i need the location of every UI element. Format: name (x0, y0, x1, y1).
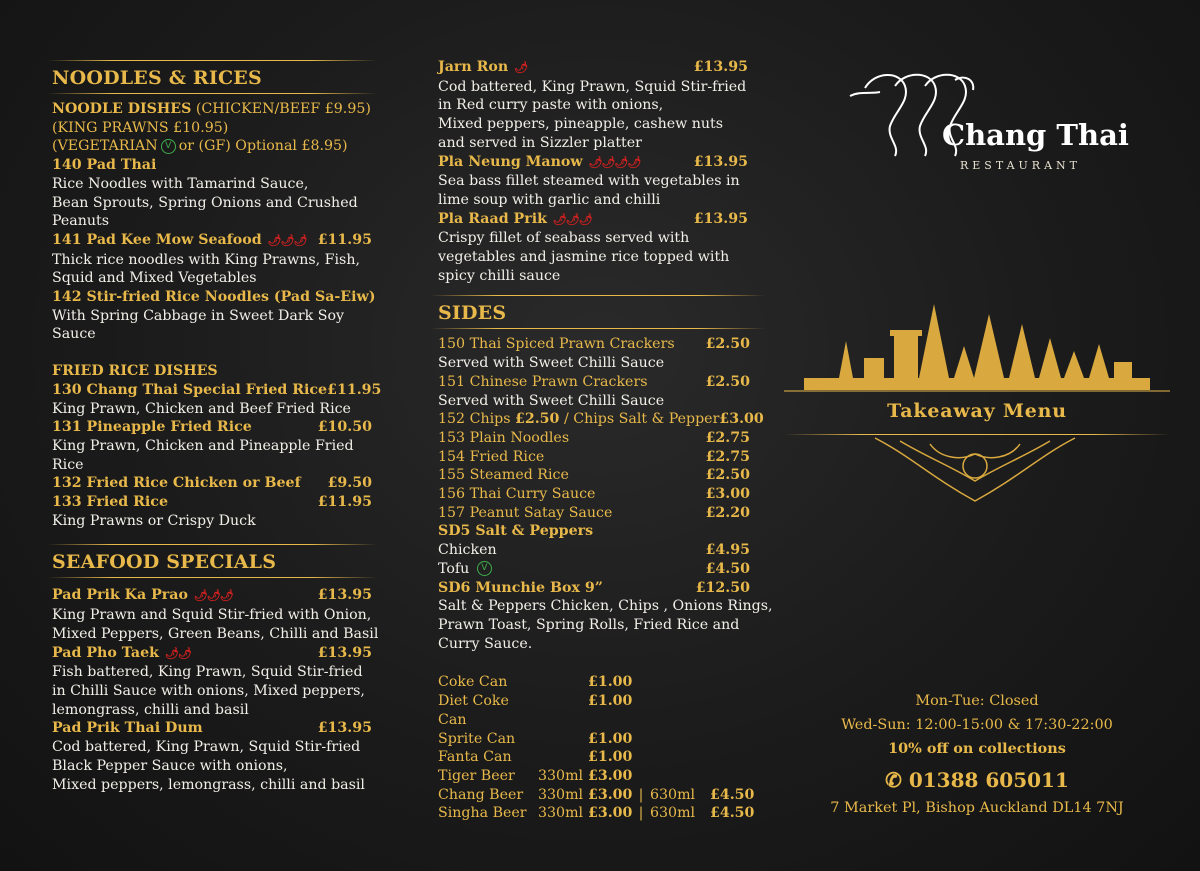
item-desc: Squid and Mixed Vegetables (52, 270, 257, 287)
item-desc: Thick rice noodles with King Prawns, Fish, (52, 251, 360, 268)
item-desc: With Spring Cabbage in Sweet Dark Soy (52, 307, 345, 324)
item-price: £11.95 (327, 381, 382, 398)
chili-pepper-icon: 🌶🌶🌶🌶 (588, 155, 641, 169)
drink-row (438, 692, 768, 729)
menu-item-141 (52, 231, 372, 251)
item-desc: Served with Sweet Chilli Sauce (438, 392, 665, 409)
item-price: £3.00 (719, 411, 764, 428)
menu-item-130 (52, 381, 382, 400)
item-name: 150 Thai Spiced Prawn Crackers (438, 336, 675, 353)
item-price: £2.50 (705, 336, 750, 353)
item-name: Chicken (438, 542, 497, 559)
drink-name: Tiger Beer (438, 767, 515, 784)
item-name: Pad Prik Thai Dum (52, 720, 203, 737)
drink-name: Singha Beer (438, 805, 527, 822)
drink-row (438, 804, 768, 823)
opening-hours-open: Wed-Sun: 12:00-15:00 & 17:30-22:00 (841, 716, 1113, 733)
item-desc: lime soup with garlic and chilli (438, 191, 661, 208)
drink-price1: £1.00 (588, 693, 633, 710)
drink-size1 (538, 673, 588, 692)
column-seafood-sides (438, 58, 773, 823)
chili-pepper-icon: 🌶🌶 (164, 646, 191, 660)
menu-item-pla-neung-manow (438, 153, 748, 173)
item-name: SD5 Salt & Peppers (438, 523, 594, 540)
drink-size2: 630ml (650, 786, 696, 803)
side-item-150 (438, 335, 750, 354)
item-desc: King Prawn, Chicken and Beef Fried Rice (52, 400, 351, 417)
item-price: £4.95 (705, 542, 750, 559)
drink-price1: £3.00 (588, 786, 633, 803)
item-name: / Chips Salt & Pepper (563, 411, 720, 428)
drink-size1: 330ml (538, 805, 584, 822)
menu-item-132 (52, 474, 372, 493)
item-desc: King Prawn, Chicken and Pineapple Fried (52, 437, 354, 454)
opening-hours-closed: Mon-Tue: Closed (915, 693, 1039, 709)
drink-size2 (650, 748, 710, 767)
drink-size2 (650, 673, 710, 692)
item-price: £4.50 (705, 560, 750, 577)
item-price: £11.95 (317, 231, 372, 248)
item-price: £13.95 (693, 210, 748, 227)
drink-price2: £4.50 (710, 786, 755, 803)
item-desc: vegetables and jasmine rice topped with (438, 249, 730, 266)
drinks-list (438, 673, 768, 823)
brand-subtitle: RESTAURANT (960, 159, 1081, 172)
item-desc: spicy chilli sauce (438, 267, 561, 284)
drink-size2 (650, 730, 710, 749)
column-noodles-seafood (52, 60, 382, 794)
drink-row (438, 748, 768, 767)
contact-info (784, 690, 1170, 821)
drink-size1 (538, 692, 588, 729)
item-name: 130 Chang Thai Special Fried Rice (52, 381, 328, 398)
item-name: 140 Pad Thai (52, 157, 157, 174)
item-name: 153 Plain Noodles (438, 429, 570, 446)
drink-sep (632, 730, 650, 749)
item-name: Pad Prik Ka Prao (52, 587, 188, 604)
item-desc: in Chilli Sauce with onions, Mixed peppers, (52, 682, 365, 699)
item-desc: in Red curry paste with onions, (438, 97, 664, 114)
drink-size1 (538, 730, 588, 749)
item-name: SD6 Munchie Box 9” (438, 579, 603, 596)
phone-icon: ✆ (885, 767, 902, 792)
drink-name: Chang Beer (438, 786, 524, 803)
item-price: £11.95 (317, 494, 372, 511)
item-desc: Cod battered, King Prawn, Squid Stir-fried (438, 78, 747, 95)
item-name: 131 Pineapple Fried Rice (52, 419, 252, 436)
drink-price1: £3.00 (588, 805, 633, 822)
drink-name: Coke Can (438, 674, 508, 691)
fried-rice-title: FRIED RICE DISHES (52, 363, 218, 380)
drink-price1: £1.00 (588, 749, 633, 766)
phone-number-text: 01388 605011 (908, 767, 1069, 792)
drink-row (438, 767, 768, 786)
item-name: Pla Raad Prik (438, 210, 547, 227)
item-price: £2.20 (705, 504, 750, 521)
menu-item-jarn-ron (438, 58, 748, 78)
drink-size1 (538, 748, 588, 767)
item-price: £12.50 (695, 579, 750, 596)
item-desc: Rice Noodles with Tamarind Sauce, (52, 175, 309, 192)
item-name: Pad Pho Taek (52, 644, 159, 661)
section-heading-sides: SIDES (438, 302, 507, 325)
noodle-dishes-price: (CHICKEN/BEEF £9.95) (195, 101, 371, 117)
item-desc: Cod battered, King Prawn, Squid Stir-fried (52, 739, 361, 756)
item-desc: Bean Sprouts, Spring Onions and Crushed (52, 194, 358, 211)
phone-number[interactable] (784, 765, 1170, 795)
item-name: 152 Chips (438, 411, 511, 428)
drink-row (438, 673, 768, 692)
item-desc: Black Pepper Sauce with onions, (52, 757, 288, 774)
item-name: 156 Thai Curry Sauce (438, 486, 596, 503)
item-desc: Served with Sweet Chilli Sauce (438, 355, 665, 372)
chili-pepper-icon: 🌶🌶🌶 (193, 589, 233, 603)
drink-name: Diet Coke Can (438, 693, 509, 728)
drink-price1: £1.00 (588, 730, 633, 747)
item-name: 133 Fried Rice (52, 494, 168, 511)
item-price: £10.50 (317, 419, 372, 436)
section-heading-noodles: NOODLES & RICES (52, 67, 262, 89)
drink-sep (632, 748, 650, 767)
item-price: £13.95 (317, 720, 372, 737)
item-price: £13.95 (317, 644, 372, 661)
menu-item-pad-prik-thai-dum (52, 719, 372, 738)
item-desc: King Prawn and Squid Stir-fried with Onion, (52, 607, 372, 624)
divider (47, 93, 377, 94)
side-item-sd5-chicken (438, 541, 750, 560)
item-name: 155 Steamed Rice (438, 467, 569, 484)
side-item-153 (438, 429, 750, 448)
side-item-156 (438, 485, 750, 504)
noodle-dishes-title: NOODLE DISHES (52, 101, 192, 117)
vegetarian-label: (VEGETARIAN (52, 138, 158, 155)
item-price: £13.95 (693, 153, 748, 170)
item-name: 141 Pad Kee Mow Seafood (52, 231, 262, 248)
menu-item-pla-raad-prik (438, 210, 748, 230)
drink-sep: | (638, 805, 644, 822)
item-price: £2.75 (705, 429, 750, 446)
drink-size1: 330ml (538, 786, 584, 803)
drink-size2 (650, 692, 710, 729)
divider (784, 434, 1170, 435)
drink-row (438, 730, 768, 749)
side-item-152 (438, 410, 764, 429)
vegetarian-v-icon: V (477, 561, 492, 576)
item-desc: Rice (52, 456, 84, 473)
drink-price1: £1.00 (588, 674, 633, 691)
item-name: 154 Fried Rice (438, 448, 545, 465)
item-name: 132 Fried Rice Chicken or Beef (52, 475, 301, 492)
item-price: £2.50 (515, 411, 560, 428)
brand-name: Chang Thai (942, 118, 1129, 152)
address: 7 Market Pl, Bishop Auckland DL14 7NJ (830, 799, 1124, 816)
item-desc: Fish battered, King Prawn, Squid Stir-fried (52, 664, 363, 681)
drink-price2: £4.50 (710, 805, 755, 822)
item-name: Tofu (438, 560, 470, 577)
drink-name: Fanta Can (438, 749, 512, 766)
drink-size2: 630ml (650, 805, 696, 822)
vegetarian-v-icon: V (161, 139, 176, 154)
item-desc: Mixed peppers, pineapple, cashew nuts (438, 116, 724, 133)
chili-pepper-icon: 🌶 (514, 61, 528, 74)
menu-item-133 (52, 493, 372, 512)
drink-sep (632, 767, 650, 786)
drink-name: Sprite Can (438, 730, 516, 747)
item-name: 151 Chinese Prawn Crackers (438, 373, 648, 390)
side-item-151 (438, 373, 750, 392)
lotus-ornament-icon (870, 436, 1080, 506)
item-desc: King Prawns or Crispy Duck (52, 512, 256, 529)
drink-row (438, 786, 768, 805)
item-desc: Crispy fillet of seabass served with (438, 230, 690, 247)
side-item-sd5-tofu (438, 560, 750, 579)
drink-sep (632, 673, 650, 692)
item-price: £2.50 (705, 373, 750, 390)
item-name: 157 Peanut Satay Sauce (438, 504, 613, 521)
item-price: £3.00 (705, 486, 750, 503)
drink-size2 (650, 767, 710, 786)
chili-pepper-icon: 🌶🌶🌶 (552, 212, 592, 226)
noodle-dishes-price-prawns: (KING PRAWNS £10.95) (52, 119, 229, 136)
item-desc: Prawn Toast, Spring Rolls, Fried Rice and (438, 616, 740, 633)
item-desc: Mixed Peppers, Green Beans, Chilli and Basil (52, 625, 379, 642)
item-price: £2.50 (705, 467, 750, 484)
item-desc: Peanuts (52, 213, 110, 230)
side-item-sd6 (438, 579, 750, 598)
item-price: £9.50 (327, 475, 372, 492)
item-desc: Sauce (52, 326, 96, 343)
item-desc: Salt & Peppers Chicken, Chips , Onions Rings, (438, 598, 773, 615)
takeaway-menu-title: Takeaway Menu (887, 400, 1067, 422)
item-price: £2.75 (705, 448, 750, 465)
side-item-157 (438, 504, 750, 523)
menu-item-131 (52, 418, 372, 437)
menu-item-pad-pho-taek (52, 644, 372, 664)
item-name: 142 Stir-fried Rice Noodles (Pad Sa-Eiw) (52, 289, 376, 306)
drink-size1: 330ml (538, 767, 584, 784)
item-price: £13.95 (317, 587, 372, 604)
collection-offer: 10% off on collections (888, 740, 1066, 757)
temple-skyline-icon (784, 296, 1170, 396)
item-name: Pla Neung Manow (438, 153, 583, 170)
item-desc: Mixed peppers, lemongrass, chilli and basil (52, 776, 365, 793)
vegetarian-price: or (GF) Optional £8.95) (178, 138, 348, 155)
item-desc: Curry Sauce. (438, 635, 533, 652)
item-name: Jarn Ron (438, 59, 509, 75)
divider (47, 577, 377, 578)
section-heading-seafood: SEAFOOD SPECIALS (52, 551, 277, 574)
item-desc: lemongrass, chilli and basil (52, 701, 249, 718)
drink-price1: £3.00 (588, 767, 633, 784)
chili-pepper-icon: 🌶🌶🌶 (267, 233, 307, 247)
menu-item-pad-prik-ka-prao (52, 586, 372, 606)
divider (430, 328, 765, 329)
item-price: £13.95 (693, 59, 748, 75)
item-desc: and served in Sizzler platter (438, 134, 642, 151)
side-item-154 (438, 448, 750, 467)
drink-sep (632, 692, 650, 729)
item-desc: Sea bass fillet steamed with vegetables in (438, 173, 740, 190)
drink-sep: | (638, 786, 644, 803)
side-item-155 (438, 466, 750, 485)
